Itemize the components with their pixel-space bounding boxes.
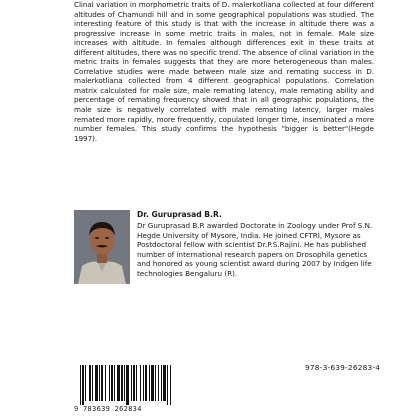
barcode-bar (155, 365, 156, 401)
barcode-bar (140, 365, 141, 401)
barcode-bar (145, 365, 147, 401)
barcode-bar (151, 365, 154, 401)
author-block (74, 210, 380, 290)
barcode-bar (131, 365, 132, 401)
barcode-bar (114, 365, 115, 401)
barcode-bar (95, 365, 98, 401)
barcode-digits: 9 783639 262834 (74, 405, 142, 413)
barcode-bar (92, 365, 93, 401)
barcode-bar (133, 365, 135, 401)
barcode-bars (74, 365, 194, 405)
barcode-bar (167, 365, 168, 405)
barcode-bar (158, 365, 159, 401)
barcode-bar (109, 365, 110, 401)
barcode-bar (163, 365, 166, 401)
barcode-bar (101, 365, 103, 401)
barcode-bar (89, 365, 91, 401)
barcode-bar (99, 365, 100, 401)
isbn-number: 978-3-639-26283-4 (305, 363, 381, 372)
barcode-bar (80, 365, 81, 405)
barcode-bar (82, 365, 84, 405)
barcode-bar (85, 365, 86, 401)
author-bio: Dr Guruprasad B.R awarded Doctorate in Zoology under Prof S.N. Hegde University of Mysore, India. He joined CFTRI, Mysore as Postdoctoral fellow with scientist Dr.P.S.Rajini. He has published number of international research papers on Drosophila genetics and honored as young scientist award during 2007 by Indgen life technologies Bengaluru (R). (137, 221, 373, 278)
barcode-bar (124, 365, 125, 401)
isbn-barcode (74, 365, 194, 415)
barcode-bar (143, 365, 144, 401)
author-name: Dr. Guruprasad B.R. (137, 210, 222, 219)
barcode-bar (126, 365, 129, 405)
barcode-bar (105, 365, 106, 401)
author-photo (74, 210, 130, 284)
abstract-text: Clinal variation in morphometric traits of D. malerkotliana collected at four different altitudes of Chamundi hill and in some geographical populations was studied. The interesting feature of this study is that with the increase in altitude there was a progressive increase in some metric traits in males, not in female. Male size increases with altitude. In females although differences exit in these traits at different altitudes, there was no specific trend. The absence of clinal variation in the metric traits in females suggests that they are more heterogeneous than males. Correlative studies were made between male size and remating success in D. malerkotliana collected from 4 different geographical populations. Correlation matrix calculated for male size, male remating latency, male remating ability and percentage of remating frequency showed that in all geographic populations, the male size is negatively correlated with male remating latency, larger males remated more rapidly, more frequently, copulated longer time, inseminated a more number females. This study confirms the hypothesis "bigger is better"(Hegde 1997). (74, 0, 374, 143)
barcode-bar (121, 365, 123, 401)
barcode-bar (111, 365, 113, 401)
barcode-bar (117, 365, 120, 401)
barcode-bar (149, 365, 150, 401)
barcode-bar (136, 365, 137, 401)
barcode-bar (170, 365, 171, 405)
barcode-bar (161, 365, 162, 401)
